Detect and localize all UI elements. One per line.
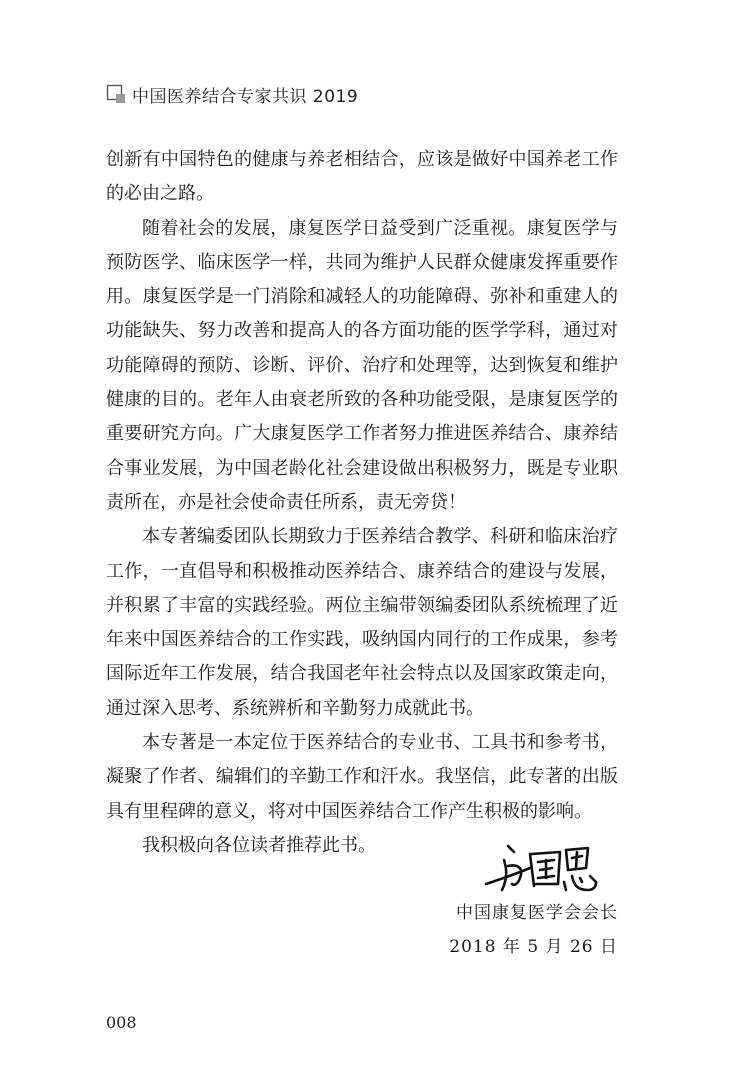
paragraph-4: 本专著是一本定位于医养结合的专业书、工具书和参考书，凝聚了作者、编辑们的辛勤工作和汗水。我坚信，此专著的出版具有里程碑的意义，将对中国医养结合工作产生积极的影响。 bbox=[106, 732, 618, 822]
running-header bbox=[106, 80, 358, 108]
page-number: 008 bbox=[106, 1013, 137, 1032]
paragraph-5: 我积极向各位读者推荐此书。 bbox=[142, 834, 376, 856]
signer-affiliation: 中国康复医学会会长 bbox=[456, 903, 618, 923]
signature-date: 2018 年 5 月 26 日 bbox=[449, 937, 618, 957]
preface-body bbox=[106, 143, 618, 863]
paragraph-1: 创新有中国特色的健康与养老相结合，应该是做好中国养老工作的必由之路。 bbox=[106, 149, 618, 205]
paragraph-2: 随着社会的发展，康复医学日益受到广泛重视。康复医学与预防医学、临床医学一样，共同为维护人民群众健康发挥重要作用。康复医学是一门消除和减轻人的功能障碍、弥补和重建人的功能缺失、努力改善和提高人的各方面功能的医学学科，通过对功能障碍的预防、诊断、评价、治疗和处理等，达到恢复和维护健康的目的。老年人由衰老所致的各种功能受限，是康复医学的重要研究方向。广大康复医学工作者努力推进医养结合、康养结合事业发展，为中国老龄化社会建设做出积极努力，既是专业职责所在，亦是社会使命责任所系，责无旁贷！ bbox=[106, 217, 618, 513]
paragraph-3: 本专著编委团队长期致力于医养结合教学、科研和临床治疗工作，一直倡导和积极推动医养结合、康养结合的建设与发展，并积累了丰富的实践经验。两位主编带领编委团队系统梳理了近年来中国医养结合的工作实践，吸纳国内同行的工作成果，参考国际近年工作发展，结合我国老年社会特点以及国家政策走向，通过深入思考、系统辨析和辛勤努力成就此书。 bbox=[106, 526, 618, 719]
book-corner-icon bbox=[106, 84, 126, 104]
handwritten-signature bbox=[478, 838, 608, 898]
header-title: 中国医养结合专家共识 2019 bbox=[132, 86, 359, 107]
